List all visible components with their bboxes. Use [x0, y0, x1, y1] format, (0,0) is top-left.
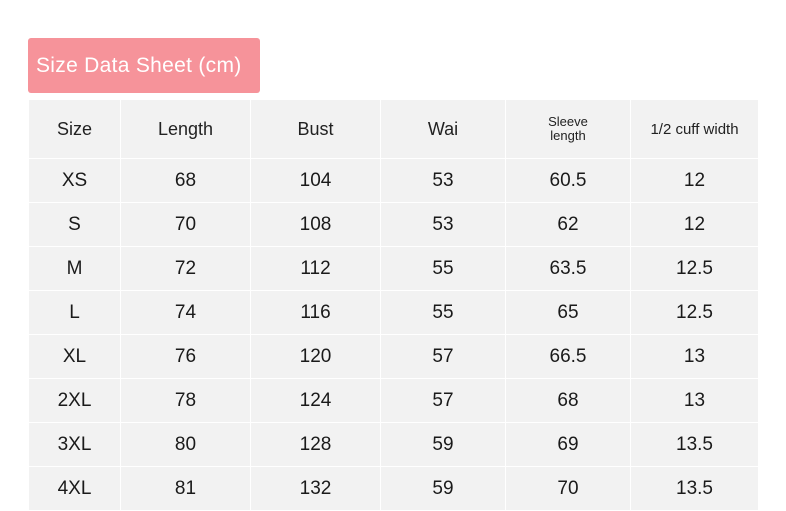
page-title: Size Data Sheet (cm) [28, 38, 260, 93]
column-header-size: Size [29, 100, 121, 159]
cell-half-cuff-width: 13 [631, 335, 759, 379]
cell-half-cuff-width: 12 [631, 203, 759, 247]
cell-length: 74 [121, 291, 251, 335]
cell-length: 72 [121, 247, 251, 291]
cell-sleeve-length: 65 [506, 291, 631, 335]
cell-sleeve-length: 60.5 [506, 159, 631, 203]
cell-sleeve-length: 66.5 [506, 335, 631, 379]
table-row [29, 335, 759, 379]
size-data-table [28, 99, 759, 511]
cell-size: S [29, 203, 121, 247]
cell-wai: 55 [381, 291, 506, 335]
cell-size: L [29, 291, 121, 335]
cell-bust: 108 [251, 203, 381, 247]
cell-sleeve-length: 68 [506, 379, 631, 423]
cell-wai: 57 [381, 335, 506, 379]
cell-sleeve-length: 63.5 [506, 247, 631, 291]
table-row [29, 203, 759, 247]
cell-bust: 112 [251, 247, 381, 291]
cell-sleeve-length: 62 [506, 203, 631, 247]
cell-wai: 59 [381, 467, 506, 511]
cell-length: 80 [121, 423, 251, 467]
cell-bust: 132 [251, 467, 381, 511]
cell-bust: 124 [251, 379, 381, 423]
cell-bust: 104 [251, 159, 381, 203]
cell-half-cuff-width: 13.5 [631, 423, 759, 467]
cell-bust: 116 [251, 291, 381, 335]
cell-wai: 57 [381, 379, 506, 423]
cell-half-cuff-width: 13 [631, 379, 759, 423]
table-header [29, 100, 759, 159]
cell-half-cuff-width: 13.5 [631, 467, 759, 511]
column-header-wai: Wai [381, 100, 506, 159]
table-row [29, 159, 759, 203]
table-header-row [29, 100, 759, 159]
table-row [29, 379, 759, 423]
sleeve-header-line-1: Sleeve [548, 114, 588, 130]
table-row [29, 291, 759, 335]
cell-size: XS [29, 159, 121, 203]
cell-sleeve-length: 69 [506, 423, 631, 467]
cell-sleeve-length: 70 [506, 467, 631, 511]
cell-length: 76 [121, 335, 251, 379]
column-header-half-cuff-width: 1/2 cuff width [631, 100, 759, 159]
cell-length: 81 [121, 467, 251, 511]
cell-length: 68 [121, 159, 251, 203]
cell-wai: 55 [381, 247, 506, 291]
cell-half-cuff-width: 12.5 [631, 247, 759, 291]
cell-bust: 120 [251, 335, 381, 379]
cell-bust: 128 [251, 423, 381, 467]
cell-size: M [29, 247, 121, 291]
cell-size: XL [29, 335, 121, 379]
cell-length: 70 [121, 203, 251, 247]
cell-wai: 53 [381, 203, 506, 247]
table-row [29, 467, 759, 511]
sleeve-header-line-2: length [550, 128, 586, 143]
cell-half-cuff-width: 12 [631, 159, 759, 203]
cell-size: 4XL [29, 467, 121, 511]
cell-length: 78 [121, 379, 251, 423]
table-row [29, 423, 759, 467]
column-header-sleeve-length [506, 100, 631, 159]
cell-half-cuff-width: 12.5 [631, 291, 759, 335]
cell-wai: 53 [381, 159, 506, 203]
column-header-bust: Bust [251, 100, 381, 159]
cell-wai: 59 [381, 423, 506, 467]
cell-size: 2XL [29, 379, 121, 423]
table-row [29, 247, 759, 291]
column-header-length: Length [121, 100, 251, 159]
table-body [29, 159, 759, 511]
cell-size: 3XL [29, 423, 121, 467]
